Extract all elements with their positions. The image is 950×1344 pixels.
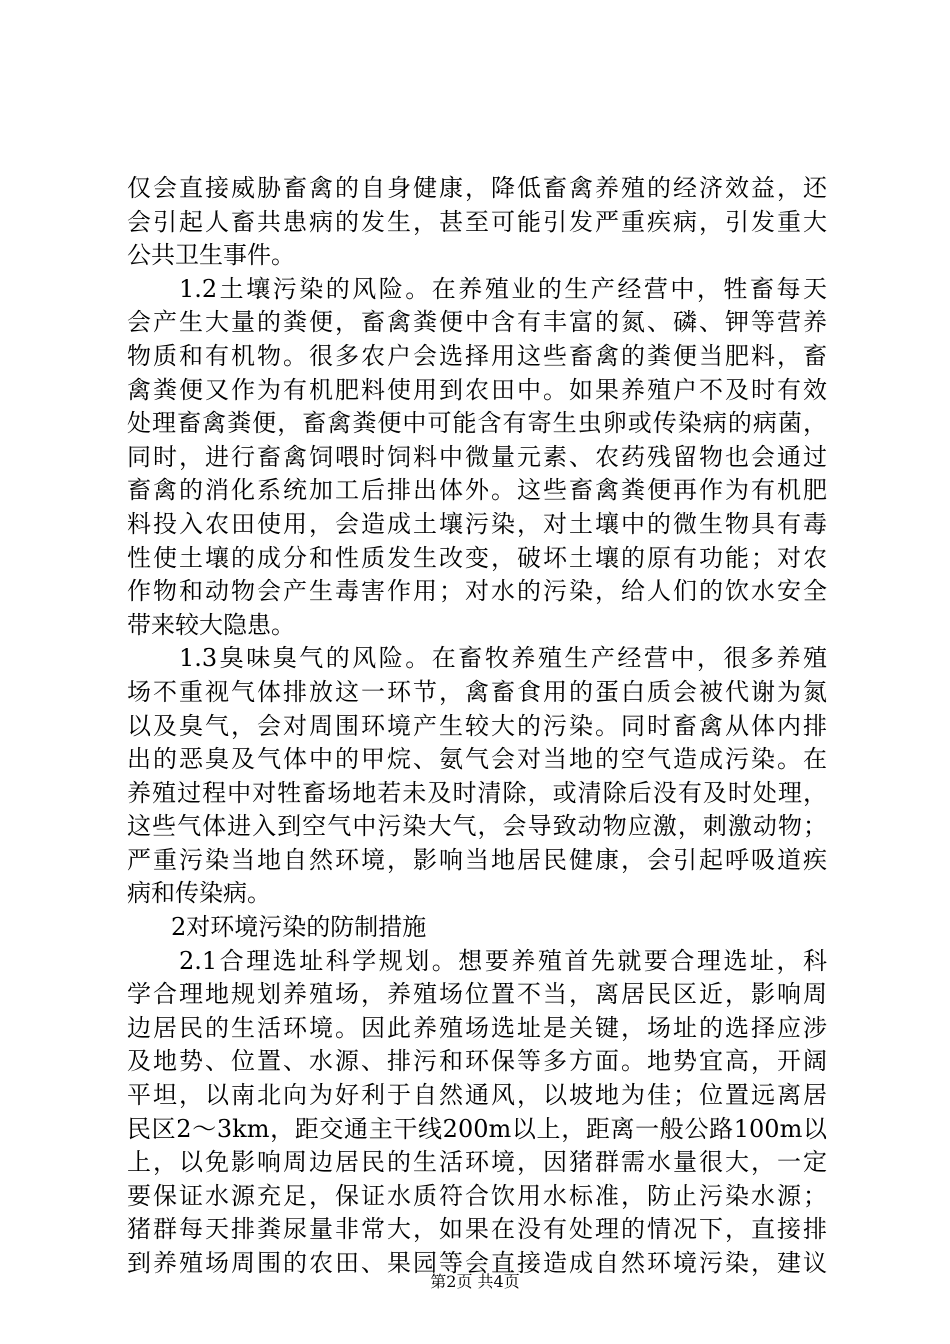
- text-line: 病和传染病。: [127, 879, 271, 908]
- text-line: 严重污染当地自然环境，影响当地居民健康，会引起呼吸道疾: [127, 845, 827, 874]
- text-line: 料投入农田使用，会造成土壤污染，对土壤中的微生物具有毒: [127, 509, 827, 538]
- text-line: 会产生大量的粪便，畜禽粪便中含有丰富的氮、磷、钾等营养: [127, 308, 827, 337]
- text-line: 边居民的生活环境。因此养殖场选址是关键，场址的选择应涉: [127, 1013, 827, 1042]
- page-number-label: 第2页 共4页: [430, 1272, 520, 1291]
- text-line: 这些气体进入到空气中污染大气，会导致动物应激，刺激动物；: [127, 812, 827, 841]
- text-line: 公共卫生事件。: [127, 241, 295, 270]
- text-line: 场不重视气体排放这一环节，禽畜食用的蛋白质会被代谢为氮: [127, 677, 827, 706]
- section-heading-text: 2对环境污染的防制措施: [171, 913, 427, 942]
- text-line: 2.1合理选址科学规划。想要养殖首先就要合理选址，科: [179, 946, 827, 975]
- text-line: 物质和有机物。很多农户会选择用这些畜禽的粪便当肥料，畜: [127, 341, 827, 370]
- text-line: 禽粪便又作为有机肥料使用到农田中。如果养殖户不及时有效: [127, 375, 827, 404]
- text-line: 畜禽的消化系统加工后排出体外。这些畜禽粪便再作为有机肥: [127, 476, 827, 505]
- text-line: 1.3臭味臭气的风险。在畜牧养殖生产经营中，很多养殖: [179, 644, 827, 673]
- text-line: 及地势、位置、水源、排污和环保等多方面。地势宜高，开阔: [127, 1047, 827, 1076]
- text-line: 带来较大隐患。: [127, 610, 295, 639]
- section-heading: [127, 911, 827, 945]
- text-line: 猪群每天排粪尿量非常大，如果在没有处理的情况下，直接排: [127, 1215, 827, 1244]
- text-line: 以及臭气，会对周围环境产生较大的污染。同时畜禽从体内排: [127, 711, 827, 740]
- text-line: 会引起人畜共患病的发生，甚至可能引发严重疾病，引发重大: [127, 207, 827, 236]
- page-footer: [0, 1272, 950, 1292]
- text-line: 学合理地规划养殖场，养殖场位置不当，离居民区近，影响周: [127, 980, 827, 1009]
- text-line: 同时，进行畜禽饲喂时饲料中微量元素、农药残留物也会通过: [127, 442, 827, 471]
- text-line: 平坦，以南北向为好利于自然通风，以坡地为佳；位置远离居: [127, 1081, 827, 1110]
- document-body: [127, 172, 827, 1281]
- text-line: 作物和动物会产生毒害作用；对水的污染，给人们的饮水安全: [127, 577, 827, 606]
- text-line: 到养殖场周围的农田、果园等会直接造成自然环境污染，建议: [127, 1249, 827, 1277]
- text-line: 上，以免影响周边居民的生活环境，因猪群需水量很大，一定: [127, 1148, 827, 1177]
- text-line: 要保证水源充足，保证水质符合饮用水标准，防止污染水源；: [127, 1181, 827, 1210]
- text-line: 性使土壤的成分和性质发生改变，破坏土壤的原有功能；对农: [127, 543, 827, 572]
- paragraph-odor-risk: [127, 642, 827, 911]
- paragraph-continuation: [127, 172, 827, 273]
- text-line: 民区2～3km，距交通主干线200m以上，距离一般公路100m以: [127, 1114, 827, 1143]
- text-line: 处理畜禽粪便，畜禽粪便中可能含有寄生虫卵或传染病的病菌，: [127, 409, 827, 438]
- text-line: 养殖过程中对牲畜场地若未及时清除，或清除后没有及时处理，: [127, 778, 827, 807]
- text-line: 1.2土壤污染的风险。在养殖业的生产经营中，牲畜每天: [179, 274, 827, 303]
- text-line: 出的恶臭及气体中的甲烷、氨气会对当地的空气造成污染。在: [127, 745, 827, 774]
- paragraph-site-selection: [127, 945, 827, 1281]
- paragraph-soil-pollution: [127, 273, 827, 643]
- text-line: 仅会直接威胁畜禽的自身健康，降低畜禽养殖的经济效益，还: [127, 174, 827, 202]
